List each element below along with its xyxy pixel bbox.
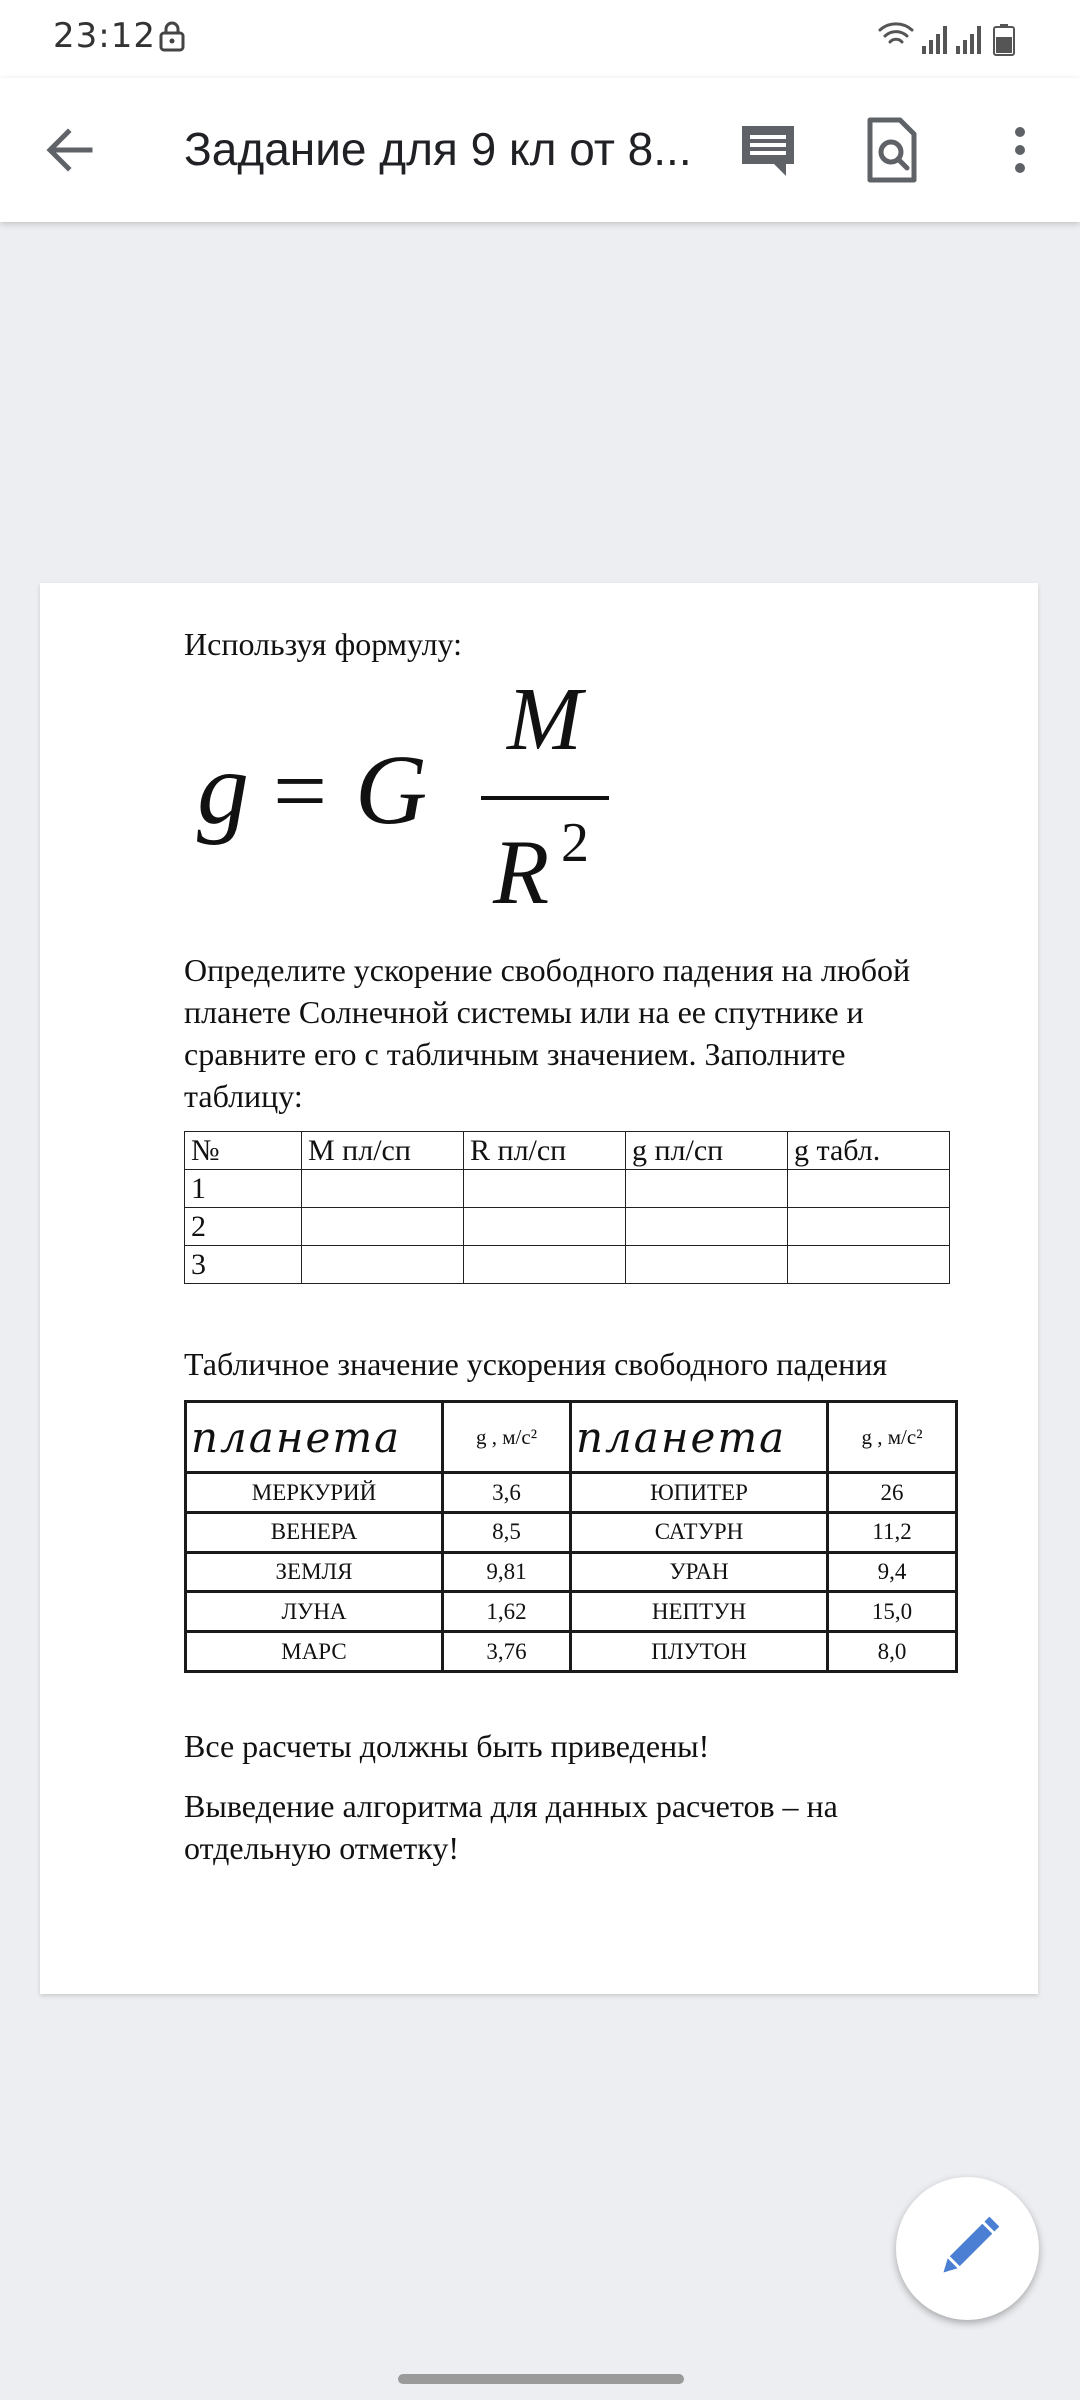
task-table [184, 1131, 950, 1284]
signal-icon-2 [956, 26, 981, 54]
reference-table [184, 1400, 958, 1673]
document-page [40, 583, 1038, 1994]
table-row [186, 1632, 957, 1672]
lock-icon [158, 20, 186, 52]
planet-name: ЗЕМЛЯ [186, 1552, 443, 1592]
pencil-icon [896, 2177, 1039, 2320]
table-cell [626, 1170, 788, 1208]
signal-icon-1 [922, 26, 947, 54]
planet-name: ЛУНА [186, 1592, 443, 1632]
planet-name: МАРС [186, 1632, 443, 1672]
formula-exponent: 2 [561, 812, 589, 874]
formula-equals: = [273, 737, 328, 844]
planet-header: планета [186, 1402, 443, 1473]
find-in-document-icon[interactable] [860, 116, 924, 184]
table-row [185, 1170, 950, 1208]
table-cell [626, 1208, 788, 1246]
table-cell: 1 [185, 1170, 302, 1208]
header-cell: g табл. [788, 1132, 950, 1170]
g-value: 1,62 [443, 1592, 571, 1632]
g-value: 8,5 [443, 1513, 571, 1553]
planet-name: ВЕНЕРА [186, 1513, 443, 1553]
wifi-icon [880, 24, 912, 42]
g-value: 15,0 [828, 1592, 957, 1632]
table-cell [788, 1170, 950, 1208]
planet-name: НЕПТУН [571, 1592, 828, 1632]
formula-G: G [355, 734, 428, 845]
comment-icon[interactable] [736, 118, 800, 182]
table-cell [302, 1170, 464, 1208]
formula-R: R [493, 821, 550, 923]
planet-header: планета [571, 1402, 828, 1473]
table-row [186, 1592, 957, 1632]
note-calculations: Все расчеты должны быть приведены! [184, 1728, 710, 1764]
reference-heading: Табличное значение ускорения свободного падения [184, 1346, 888, 1382]
planet-name: ЮПИТЕР [571, 1473, 828, 1513]
status-bar [0, 0, 1080, 78]
g-value: 3,76 [443, 1632, 571, 1672]
note-algorithm: Выведение алгоритма для данных расчетов – на отдельную отметку! [184, 1788, 838, 1866]
reference-table-header [186, 1402, 957, 1473]
task-text: Определите ускорение свободного падения на любой планете Солнечной системы или на ее спутнике и сравните его с табличным значением. Заполните таблицу: [184, 952, 911, 1114]
intro-text: Используя формулу: [184, 626, 462, 662]
table-cell [302, 1246, 464, 1284]
table-row [186, 1513, 957, 1553]
formula-M: M [507, 683, 582, 769]
g-header: g , м/с² [443, 1402, 571, 1473]
home-indicator[interactable] [398, 2374, 684, 2384]
planet-name: САТУРН [571, 1513, 828, 1553]
table-cell: 2 [185, 1208, 302, 1246]
document-title: Задание для 9 кл от 8... [184, 123, 692, 175]
gravity-formula [195, 683, 655, 923]
g-value: 11,2 [828, 1513, 957, 1553]
g-value: 9,81 [443, 1552, 571, 1592]
status-time: 23:12 [53, 16, 156, 56]
planet-name: ПЛУТОН [571, 1632, 828, 1672]
edit-button[interactable] [896, 2177, 1039, 2320]
planet-name: МЕРКУРИЙ [186, 1473, 443, 1513]
header-cell: g пл/сп [626, 1132, 788, 1170]
back-arrow-icon[interactable] [38, 118, 102, 182]
table-cell [302, 1208, 464, 1246]
header-cell: R пл/сп [464, 1132, 626, 1170]
table-cell [788, 1208, 950, 1246]
g-header: g , м/с² [828, 1402, 957, 1473]
g-value: 9,4 [828, 1552, 957, 1592]
header-cell: М пл/сп [302, 1132, 464, 1170]
g-value: 26 [828, 1473, 957, 1513]
battery-icon [994, 24, 1014, 55]
table-row [186, 1473, 957, 1513]
g-value: 3,6 [443, 1473, 571, 1513]
table-row [186, 1552, 957, 1592]
header-cell: № [185, 1132, 302, 1170]
table-row [185, 1208, 950, 1246]
planet-name: УРАН [571, 1552, 828, 1592]
table-row [185, 1246, 950, 1284]
status-icons [878, 18, 1028, 58]
table-cell: 3 [185, 1246, 302, 1284]
table-cell [464, 1246, 626, 1284]
g-value: 8,0 [828, 1632, 957, 1672]
app-bar [0, 78, 1080, 222]
table-cell [464, 1208, 626, 1246]
more-vert-icon[interactable] [1000, 118, 1040, 182]
task-table-header [185, 1132, 950, 1170]
table-cell [626, 1246, 788, 1284]
table-cell [464, 1170, 626, 1208]
table-cell [788, 1246, 950, 1284]
formula-g: g [197, 731, 249, 846]
